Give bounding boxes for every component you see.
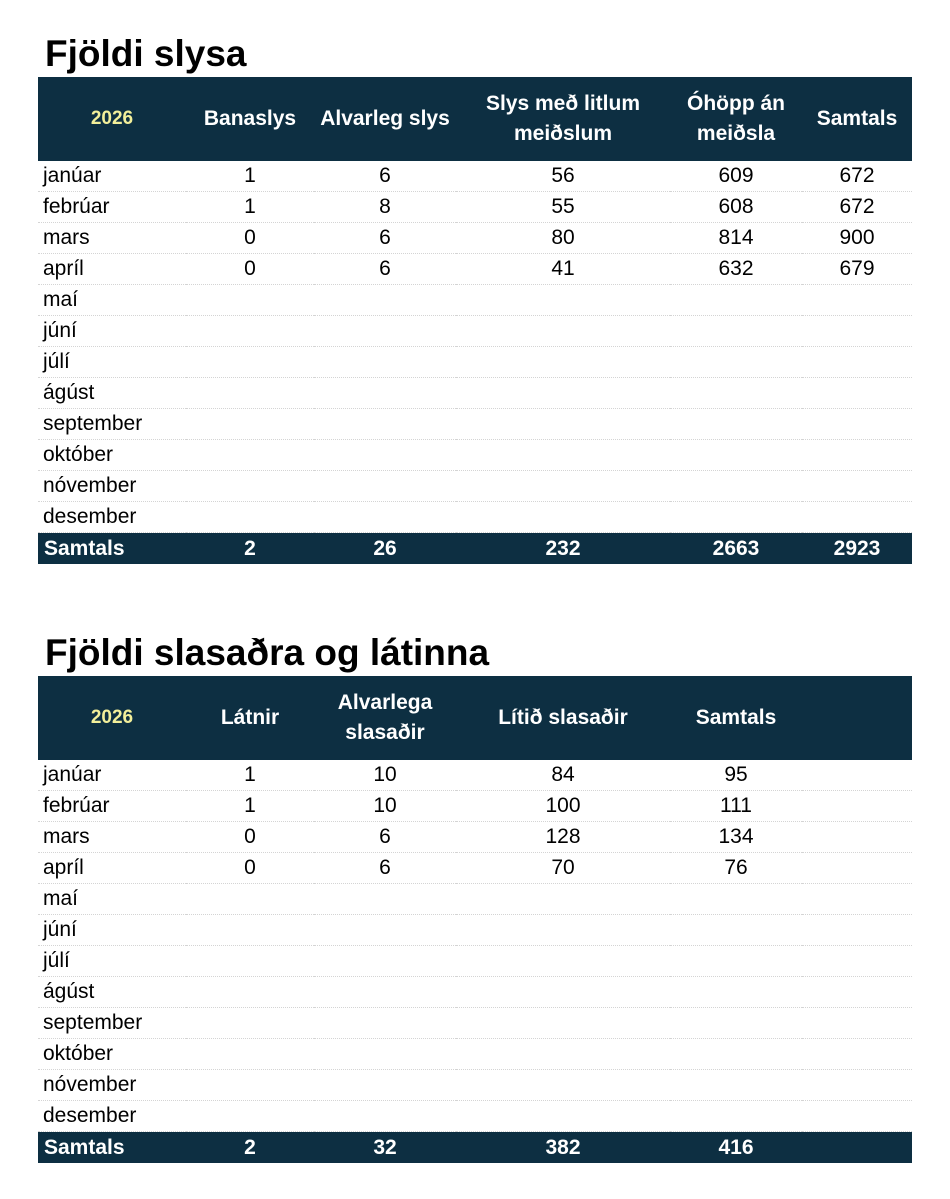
empty-cell xyxy=(802,791,912,822)
value-cell xyxy=(802,502,912,533)
table-row xyxy=(38,223,912,254)
value-cell xyxy=(314,977,456,1008)
value-cell xyxy=(186,502,314,533)
year-header: 2026 xyxy=(90,108,134,129)
table-row xyxy=(38,192,912,223)
month-cell: maí xyxy=(38,884,186,915)
value-cell: 672 xyxy=(802,161,912,192)
table-row xyxy=(38,822,912,853)
value-cell xyxy=(186,1008,314,1039)
value-cell xyxy=(456,1101,670,1132)
table-row xyxy=(38,409,912,440)
value-cell xyxy=(186,884,314,915)
month-cell: júní xyxy=(38,915,186,946)
value-cell xyxy=(456,378,670,409)
empty-cell xyxy=(802,946,912,977)
table-row xyxy=(38,760,912,791)
value-cell: 632 xyxy=(670,254,802,285)
value-cell xyxy=(802,471,912,502)
value-cell xyxy=(670,884,802,915)
month-cell: febrúar xyxy=(38,192,186,223)
value-cell xyxy=(802,409,912,440)
value-cell xyxy=(670,1070,802,1101)
column-header: Lítið slasaðir xyxy=(498,706,628,729)
value-cell xyxy=(456,471,670,502)
table-row xyxy=(38,347,912,378)
value-cell xyxy=(670,440,802,471)
value-cell xyxy=(456,1008,670,1039)
value-cell: 0 xyxy=(186,853,314,884)
month-cell: febrúar xyxy=(38,791,186,822)
total-value: 382 xyxy=(545,1136,581,1159)
empty-cell xyxy=(802,1101,912,1132)
value-cell: 80 xyxy=(456,223,670,254)
value-cell xyxy=(670,1101,802,1132)
total-value: 2923 xyxy=(833,537,881,560)
value-cell xyxy=(802,316,912,347)
table-row xyxy=(38,884,912,915)
value-cell: 56 xyxy=(456,161,670,192)
table-row xyxy=(38,471,912,502)
value-cell: 1 xyxy=(186,192,314,223)
month-cell: júní xyxy=(38,316,186,347)
value-cell xyxy=(456,347,670,378)
value-cell xyxy=(802,285,912,316)
table-row xyxy=(38,254,912,285)
total-value: 2 xyxy=(244,1136,256,1159)
table-row xyxy=(38,1070,912,1101)
month-cell: ágúst xyxy=(38,378,186,409)
value-cell: 900 xyxy=(802,223,912,254)
value-cell xyxy=(670,1039,802,1070)
column-header: Samtals xyxy=(816,107,898,130)
value-cell xyxy=(314,409,456,440)
value-cell xyxy=(670,502,802,533)
value-cell xyxy=(456,946,670,977)
value-cell xyxy=(314,285,456,316)
column-header: Alvarlega slasaðir xyxy=(337,691,433,744)
month-cell: september xyxy=(38,409,186,440)
value-cell: 814 xyxy=(670,223,802,254)
column-header: Banaslys xyxy=(203,107,297,130)
total-value: 26 xyxy=(373,537,397,560)
value-cell: 10 xyxy=(314,760,456,791)
value-cell xyxy=(670,915,802,946)
table-row xyxy=(38,1101,912,1132)
table-row xyxy=(38,440,912,471)
value-cell xyxy=(186,977,314,1008)
value-cell: 111 xyxy=(670,791,802,822)
value-cell xyxy=(314,440,456,471)
month-cell: desember xyxy=(38,1101,186,1132)
value-cell: 672 xyxy=(802,192,912,223)
value-cell xyxy=(186,316,314,347)
value-cell: 6 xyxy=(314,254,456,285)
empty-cell xyxy=(802,915,912,946)
total-label: Samtals xyxy=(44,1136,125,1159)
total-value: 416 xyxy=(718,1136,754,1159)
value-cell: 0 xyxy=(186,223,314,254)
value-cell xyxy=(186,915,314,946)
value-cell xyxy=(802,440,912,471)
value-cell xyxy=(186,409,314,440)
value-cell xyxy=(456,502,670,533)
table-row xyxy=(38,1008,912,1039)
value-cell: 100 xyxy=(456,791,670,822)
empty-cell xyxy=(802,1008,912,1039)
value-cell xyxy=(314,378,456,409)
value-cell xyxy=(456,1039,670,1070)
value-cell: 10 xyxy=(314,791,456,822)
empty-cell xyxy=(802,977,912,1008)
empty-cell xyxy=(802,1132,912,1164)
value-cell xyxy=(802,378,912,409)
value-cell: 6 xyxy=(314,161,456,192)
value-cell xyxy=(670,471,802,502)
month-cell: nóvember xyxy=(38,1070,186,1101)
table-header-row xyxy=(38,77,912,161)
value-cell xyxy=(456,409,670,440)
value-cell: 134 xyxy=(670,822,802,853)
value-cell: 6 xyxy=(314,822,456,853)
value-cell: 6 xyxy=(314,223,456,254)
value-cell xyxy=(186,285,314,316)
table-row xyxy=(38,285,912,316)
value-cell xyxy=(314,316,456,347)
month-cell: september xyxy=(38,1008,186,1039)
column-header: Alvarleg slys xyxy=(320,107,450,130)
empty-cell xyxy=(802,884,912,915)
injured-table xyxy=(38,676,912,1163)
value-cell: 0 xyxy=(186,254,314,285)
month-cell: apríl xyxy=(38,254,186,285)
total-value: 2663 xyxy=(712,537,760,560)
empty-cell xyxy=(802,1039,912,1070)
value-cell: 1 xyxy=(186,791,314,822)
month-cell: janúar xyxy=(38,161,186,192)
value-cell: 55 xyxy=(456,192,670,223)
table-header-row xyxy=(38,676,912,760)
empty-cell xyxy=(802,853,912,884)
month-cell: mars xyxy=(38,822,186,853)
total-row xyxy=(38,1132,912,1164)
value-cell: 70 xyxy=(456,853,670,884)
value-cell xyxy=(314,347,456,378)
year-header: 2026 xyxy=(90,707,134,728)
empty-cell xyxy=(802,822,912,853)
month-cell: janúar xyxy=(38,760,186,791)
value-cell xyxy=(456,1070,670,1101)
month-cell: mars xyxy=(38,223,186,254)
value-cell xyxy=(670,316,802,347)
value-cell: 76 xyxy=(670,853,802,884)
value-cell xyxy=(186,1070,314,1101)
month-cell: maí xyxy=(38,285,186,316)
table-row xyxy=(38,791,912,822)
empty-cell xyxy=(802,760,912,791)
value-cell: 6 xyxy=(314,853,456,884)
value-cell xyxy=(456,285,670,316)
value-cell xyxy=(670,285,802,316)
value-cell xyxy=(314,915,456,946)
total-value: 32 xyxy=(373,1136,397,1159)
total-value: 232 xyxy=(545,537,581,560)
value-cell xyxy=(456,977,670,1008)
empty-cell xyxy=(802,1070,912,1101)
value-cell xyxy=(186,440,314,471)
total-value: 2 xyxy=(244,537,256,560)
value-cell: 1 xyxy=(186,760,314,791)
column-header: Samtals xyxy=(695,706,777,729)
month-cell: október xyxy=(38,440,186,471)
month-cell: júlí xyxy=(38,946,186,977)
value-cell xyxy=(670,347,802,378)
table-row xyxy=(38,977,912,1008)
value-cell: 84 xyxy=(456,760,670,791)
value-cell: 609 xyxy=(670,161,802,192)
value-cell: 8 xyxy=(314,192,456,223)
table-row xyxy=(38,1039,912,1070)
value-cell xyxy=(186,378,314,409)
value-cell xyxy=(314,1101,456,1132)
value-cell xyxy=(314,1039,456,1070)
value-cell xyxy=(314,946,456,977)
value-cell xyxy=(186,471,314,502)
value-cell xyxy=(456,440,670,471)
value-cell xyxy=(670,378,802,409)
month-cell: júlí xyxy=(38,347,186,378)
total-label: Samtals xyxy=(44,537,125,560)
value-cell xyxy=(314,471,456,502)
total-row xyxy=(38,533,912,565)
empty-header xyxy=(802,676,912,760)
table-row xyxy=(38,946,912,977)
value-cell: 0 xyxy=(186,822,314,853)
value-cell xyxy=(670,946,802,977)
value-cell: 95 xyxy=(670,760,802,791)
value-cell xyxy=(314,1008,456,1039)
value-cell: 608 xyxy=(670,192,802,223)
value-cell xyxy=(186,1101,314,1132)
value-cell: 128 xyxy=(456,822,670,853)
column-header: Slys með litlum meiðslum xyxy=(485,92,641,145)
column-header: Óhöpp án meiðsla xyxy=(687,92,785,145)
value-cell xyxy=(186,946,314,977)
value-cell xyxy=(456,316,670,347)
month-cell: nóvember xyxy=(38,471,186,502)
injured-title: Fjöldi slasaðra og látinna xyxy=(45,632,490,673)
value-cell xyxy=(314,884,456,915)
value-cell: 41 xyxy=(456,254,670,285)
value-cell xyxy=(314,502,456,533)
table-row xyxy=(38,502,912,533)
value-cell xyxy=(802,347,912,378)
column-header: Látnir xyxy=(220,706,280,729)
table-row xyxy=(38,853,912,884)
accidents-title: Fjöldi slysa xyxy=(45,33,247,74)
accidents-table xyxy=(38,77,912,564)
month-cell: desember xyxy=(38,502,186,533)
value-cell xyxy=(670,409,802,440)
value-cell: 1 xyxy=(186,161,314,192)
value-cell: 679 xyxy=(802,254,912,285)
value-cell xyxy=(186,1039,314,1070)
value-cell xyxy=(314,1070,456,1101)
value-cell xyxy=(186,347,314,378)
table-row xyxy=(38,915,912,946)
value-cell xyxy=(670,977,802,1008)
month-cell: ágúst xyxy=(38,977,186,1008)
value-cell xyxy=(456,884,670,915)
value-cell xyxy=(456,915,670,946)
table-row xyxy=(38,161,912,192)
table-row xyxy=(38,378,912,409)
value-cell xyxy=(670,1008,802,1039)
month-cell: október xyxy=(38,1039,186,1070)
table-row xyxy=(38,316,912,347)
month-cell: apríl xyxy=(38,853,186,884)
